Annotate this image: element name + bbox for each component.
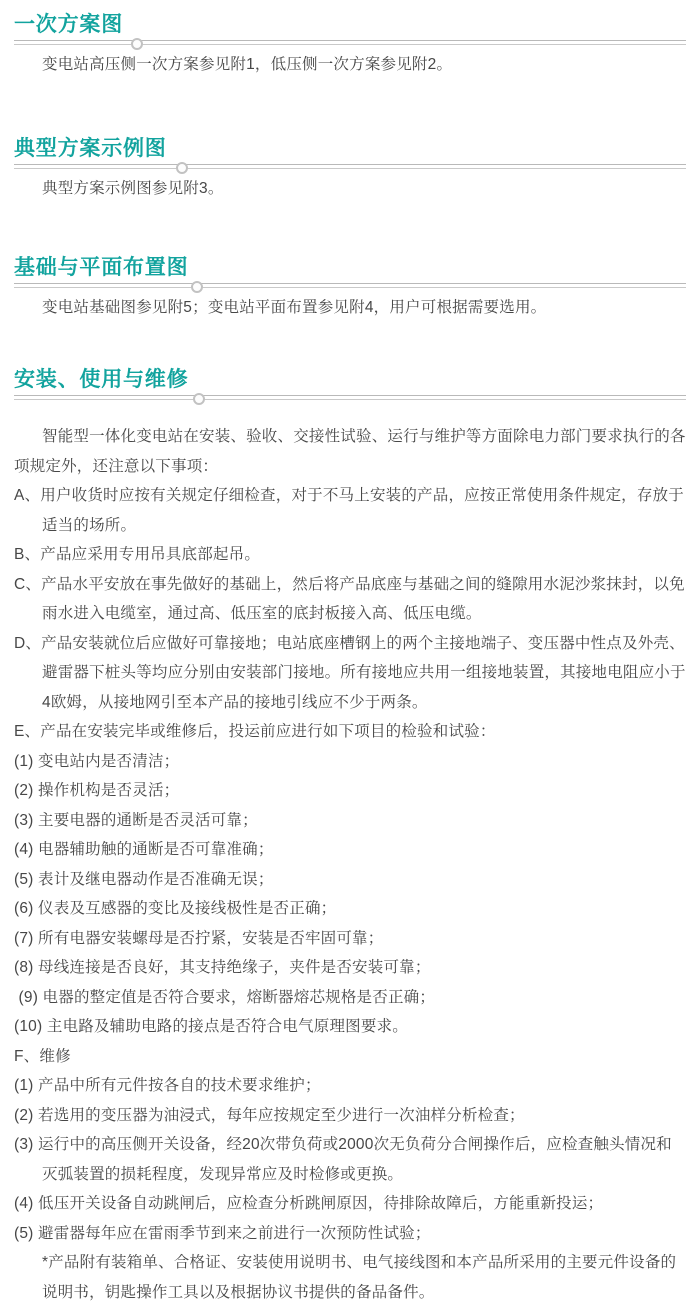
text-line: 适当的场所。 xyxy=(42,516,137,534)
text-line: (1) 变电站内是否清洁； xyxy=(14,752,180,770)
text-line: (2) 若选用的变压器为油浸式，每年应按规定至少进行一次油样分析检查； xyxy=(14,1106,525,1124)
text-line: 说明书，钥匙操作工具以及根据协议书提供的备品备件。 xyxy=(42,1283,435,1301)
text-line: (5) 表计及继电器动作是否准确无误； xyxy=(14,870,274,888)
text-line: (5) 避雷器每年应在雷雨季节到来之前进行一次预防性试验； xyxy=(14,1224,431,1242)
section-divider xyxy=(14,283,686,288)
section-divider xyxy=(14,164,686,169)
text-line: 智能型一体化变电站在安装、验收、交接性试验、运行与维护等方面除电力部门要求执行的各 xyxy=(42,428,686,445)
text-line: 雨水进入电缆室，通过高、低压室的底封板接入高、低压电缆。 xyxy=(42,605,482,622)
section-heading: 安装、使用与维修 xyxy=(14,368,189,391)
text-line: (7) 所有电器安装螺母是否拧紧，安装是否牢固可靠； xyxy=(14,929,384,947)
section-foundation-layout xyxy=(14,257,686,319)
divider-node-icon xyxy=(193,393,205,405)
text-line: (4) 电器辅助触的通断是否可靠准确； xyxy=(14,841,274,858)
text-line: (8) 母线连接是否良好，其支持绝缘子，夹件是否安装可靠； xyxy=(14,959,431,976)
section-divider xyxy=(14,395,686,400)
text-line: (6) 仪表及互感器的变比及接线极性是否正确； xyxy=(14,900,337,917)
section-install-use-maintain xyxy=(14,369,686,1307)
text-line: 典型方案示例图参见附3。 xyxy=(42,180,224,197)
text-line: 灭弧装置的损耗程度，发现异常应及时检修或更换。 xyxy=(42,1165,404,1183)
text-line: 变电站基础图参见附5；变电站平面布置参见附4，用户可根据需要选用。 xyxy=(42,299,547,316)
divider-node-icon xyxy=(176,162,188,174)
section-body xyxy=(14,45,686,76)
text-line: E、产品在安装完毕或维修后，投运前应进行如下项目的检验和试验： xyxy=(14,723,496,740)
text-line: (3) 运行中的高压侧开关设备，经20次带负荷或2000次无负荷分合闸操作后，应检查触头情况和 xyxy=(14,1136,672,1153)
section-divider xyxy=(14,40,686,45)
text-line: C、产品水平安放在事先做好的基础上，然后将产品底座与基础之间的缝隙用水泥沙浆抹封，以免 xyxy=(14,575,685,593)
text-line: (4) 低压开关设备自动跳闸后，应检查分析跳闸原因，待排除故障后，方能重新投运； xyxy=(14,1195,604,1212)
section-typical-scheme xyxy=(14,138,686,200)
text-line: A、用户收货时应按有关规定仔细检查，对于不马上安装的产品，应按正常使用条件规定，存放于 xyxy=(14,487,684,504)
section-body xyxy=(14,169,686,200)
text-line: (10) 主电路及辅助电路的接点是否符合电气原理图要求。 xyxy=(14,1018,408,1035)
section-heading: 典型方案示例图 xyxy=(14,137,167,160)
divider-node-icon xyxy=(131,38,143,50)
section-body xyxy=(14,288,686,319)
text-line: 4欧姆，从接地网引至本产品的接地引线应不少于两条。 xyxy=(42,693,428,711)
text-line: B、产品应采用专用吊具底部起吊。 xyxy=(14,546,261,563)
section-primary-scheme xyxy=(14,14,686,76)
section-heading: 一次方案图 xyxy=(14,13,123,36)
text-line: (3) 主要电器的通断是否灵活可靠； xyxy=(14,811,258,829)
text-line: 避雷器下桩头等均应分别由安装部门接地。所有接地应共用一组接地装置，其接地电阻应小于 xyxy=(42,664,686,681)
text-line: (2) 操作机构是否灵活； xyxy=(14,782,180,799)
text-line: 项规定外，还注意以下事项： xyxy=(14,457,219,475)
text-line: F、维修 xyxy=(14,1047,71,1065)
section-heading: 基础与平面布置图 xyxy=(14,256,189,279)
text-line: (1) 产品中所有元件按各自的技术要求维护； xyxy=(14,1077,321,1094)
text-line: (9) 电器的整定值是否符合要求，熔断器熔芯规格是否正确； xyxy=(14,988,436,1006)
text-line: 变电站高压侧一次方案参见附1，低压侧一次方案参见附2。 xyxy=(42,56,453,73)
text-line: *产品附有装箱单、合格证、安装使用说明书、电气接线图和本产品所采用的主要元件设备的 xyxy=(42,1254,677,1271)
divider-node-icon xyxy=(191,281,203,293)
section-body xyxy=(14,400,686,1307)
text-line: D、产品安装就位后应做好可靠接地；电站底座槽钢上的两个主接地端子、变压器中性点及外壳、 xyxy=(14,634,685,652)
